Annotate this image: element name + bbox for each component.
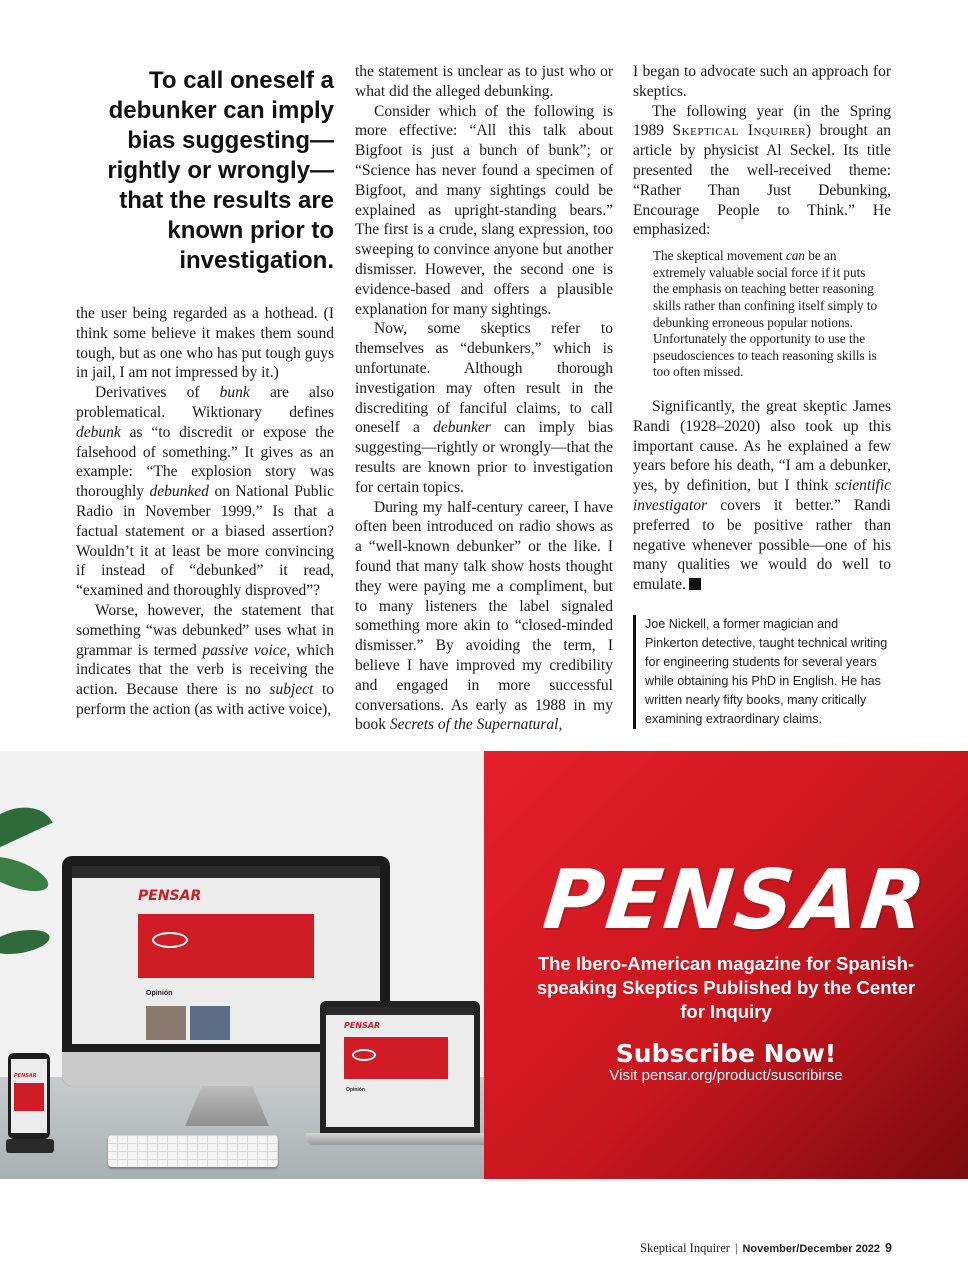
phone-screen bbox=[11, 1059, 47, 1133]
end-mark-icon bbox=[689, 578, 701, 590]
subscribe-url-link[interactable]: Visit pensar.org/product/suscribirse bbox=[609, 1067, 843, 1084]
smartphone bbox=[8, 1053, 50, 1139]
laptop-hero bbox=[344, 1037, 448, 1079]
col3-paragraph-2: The following year (in the Spring 1989 Skeptical Inquirer) brought an article by physicist Al Seckel. Its title presented the well-received theme: “Rather Than Just Debunking, Encourage People to Think.” He emphasized: bbox=[633, 102, 892, 239]
laptop-screen bbox=[326, 1007, 474, 1127]
phone-dock bbox=[6, 1139, 54, 1153]
col2-paragraph-2: Consider which of the following is more effective: “All this talk about Bigfoot is just a bunch of bunk”; or “Science has never found a specimen of Bigfoot, and many sightings could be explained as upright-standing bears.” The first is a crude, slang expression, too sweeping to convince anyone but another dismisser. However, the second one is evidence-based and offers a plausible explanation for many sightings. bbox=[355, 102, 613, 318]
ufo-icon bbox=[352, 1049, 376, 1061]
subscribe-cta[interactable]: Subscribe Now! bbox=[615, 1039, 837, 1068]
ufo-icon bbox=[152, 932, 188, 948]
page-number: 9 bbox=[885, 1241, 892, 1255]
column-3 bbox=[633, 62, 891, 729]
page-footer: Skeptical Inquirer | November/December 2022 9 bbox=[640, 1241, 892, 1255]
author-bio: Joe Nickell, a former magician and Pinkerton detective, taught technical writing for engineering students for several years while obtaining his PhD in English. He has written nearly fifty books, many critically examining extraordinary claims. bbox=[633, 615, 891, 729]
phone-hero bbox=[14, 1083, 44, 1111]
browser-bar bbox=[72, 866, 380, 878]
issue-date: November/December 2022 bbox=[742, 1243, 881, 1255]
column-1 bbox=[76, 62, 334, 720]
plant-leaf-icon bbox=[0, 796, 53, 857]
col2-paragraph-4: During my half-century career, I have often been introduced on radio shows as a “well-known debunker” or the like. I found that many talk show hosts thought they were paying me a compliment, but to many listeners the label signaled something more akin to “closed-minded dismisser.” By avoiding the term, I believe I have improved my credibility and engaged in more successful conversations. As early as 1988 in my book Secrets of the Supernatural, bbox=[355, 498, 613, 734]
col2-paragraph-1: the statement is unclear as to just who or what did the alleged debunking. bbox=[355, 63, 613, 100]
col3-paragraph-3: Significantly, the great skeptic James Randi (1928–2020) also took up this important cause. As he explained a few years before his death, “I am a debunker, yes, by definition, but I think scientific investigator covers it better.” Randi preferred to be positive rather than negative whenever possible—one of his many qualities we would do well to emulate. bbox=[633, 397, 891, 594]
col3-paragraph-1: I began to advocate such an approach for skeptics. bbox=[633, 63, 891, 100]
laptop-logo: PENSAR bbox=[344, 1021, 381, 1030]
col1-paragraph-2: Derivatives of bunk are also problematical. Wiktionary defines debunk as “to discredit or expose the falsehood of something.” It gives as an example: “The explosion story was thoroughly debunked on National Public Radio in November 1999.” Is that a factual statement or a biased assertion? Wouldn’t it at least be more convincing if instead of “debunked” it read, “examined and thoroughly disproved”? bbox=[76, 384, 335, 600]
monitor-hero bbox=[138, 914, 314, 978]
ad-text-panel bbox=[484, 751, 968, 1179]
laptop-base bbox=[306, 1133, 484, 1145]
monitor-logo: PENSAR bbox=[138, 888, 202, 904]
laptop bbox=[320, 1001, 480, 1133]
pull-quote: To call oneself a debunker can imply bias suggesting—rightly or wrongly—that the results are known prior to investigation. bbox=[107, 67, 334, 274]
thumbnail-image bbox=[190, 1006, 230, 1040]
block-quote: The skeptical movement can be an extremely valuable social force if it puts the emphasis on teaching better reasoning skills rather than confining itself simply to debunking erroneous popular notions. Unfortunately the opportunity to use the pseudosciences to teach reasoning skills is too often missed. bbox=[653, 248, 878, 380]
phone-logo: PENSAR bbox=[14, 1073, 37, 1079]
col2-paragraph-3: Now, some skeptics refer to themselves as “debunkers,” which is unfortunate. Although thorough investigation may often result in the discrediting of fanciful claims, to call oneself a debunker can imply bias suggesting—rightly or wrongly—that the results are known prior to investigation for certain topics. bbox=[355, 320, 613, 496]
pensar-logo: PENSAR bbox=[539, 853, 932, 948]
browser-bar bbox=[326, 1007, 474, 1015]
plant-leaf-icon bbox=[0, 850, 52, 898]
keyboard-icon bbox=[108, 1135, 278, 1167]
plant-leaf-icon bbox=[0, 926, 51, 958]
laptop-section-label: Opinión bbox=[346, 1087, 365, 1093]
device-illustration bbox=[0, 751, 484, 1179]
thumbnail-image bbox=[146, 1006, 186, 1040]
ad-tagline: The Ibero-American magazine for Spanish-speaking Skeptics Published by the Center for Inquiry bbox=[536, 953, 916, 1022]
column-2 bbox=[355, 62, 613, 735]
col1-paragraph-3: Worse, however, the statement that something “was debunked” uses what in grammar is termed passive voice, which indicates that the verb is receiving the action. Because there is no subject to perform the action (as with active voice), bbox=[76, 601, 335, 718]
pensar-advertisement[interactable] bbox=[0, 751, 968, 1179]
col1-paragraph-1: the user being regarded as a hothead. (I think some believe it makes them sound tough, but as one who has put tough guys in jail, I am not impressed by it.) bbox=[76, 305, 334, 382]
monitor-section-label: Opinión bbox=[146, 990, 173, 997]
publication-name: Skeptical Inquirer bbox=[640, 1241, 730, 1255]
